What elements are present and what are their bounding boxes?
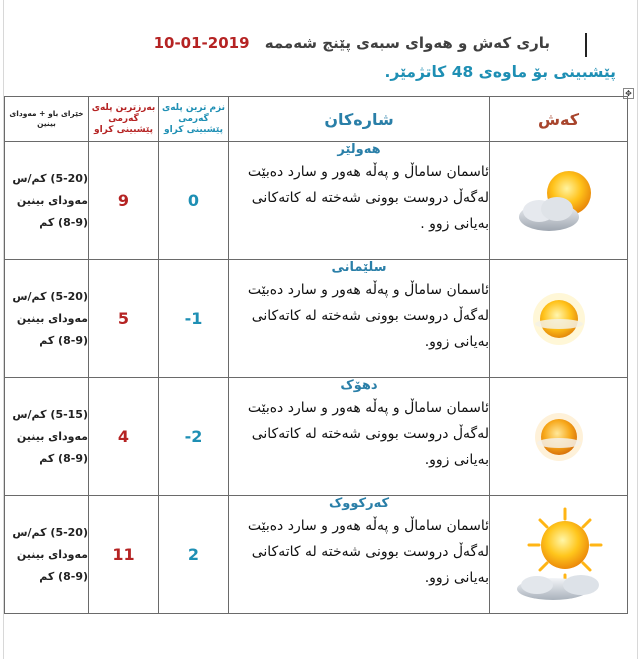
table-move-handle-icon[interactable]: ✥ xyxy=(623,88,634,99)
wind-speed: (5-20) کم/س xyxy=(12,289,88,303)
city-cell xyxy=(229,378,490,496)
max-temp: 5 xyxy=(89,260,159,378)
min-temp: -1 xyxy=(159,260,229,378)
min-temp: -2 xyxy=(159,378,229,496)
wind-cell xyxy=(5,260,89,378)
text-cursor xyxy=(585,33,587,57)
weather-icon-cell xyxy=(490,142,628,260)
wind-speed: (5-20) کم/س xyxy=(12,171,88,185)
visibility-label: مەودای بینین xyxy=(16,193,88,207)
weather-icon-cell xyxy=(490,378,628,496)
header-cities: شارەکان xyxy=(229,97,490,142)
page-title xyxy=(150,34,550,52)
wind-speed: (5-15) کم/س xyxy=(12,407,88,421)
city-cell xyxy=(229,496,490,614)
min-temp: 2 xyxy=(159,496,229,614)
wind-cell xyxy=(5,378,89,496)
hazy-sun-icon xyxy=(519,284,599,354)
header-weather: کەش xyxy=(490,97,628,142)
city-description: ئاسمان ساماڵ و پەڵە هەور و سارد دەبێت لەگەڵ دروست بوونی شەختە لە کاتەکانی بەیانی زوو. xyxy=(247,518,489,586)
visibility-label: مەودای بینین xyxy=(16,547,88,561)
wind-cell xyxy=(5,496,89,614)
city-description: ئاسمان ساماڵ و پەڵە هەور و سارد دەبێت لەگەڵ دروست بوونی شەختە لە کاتەکانی بەیانی زوو. xyxy=(247,282,489,350)
header-wind-visibility: خێرای باو + مەودای بینین xyxy=(5,97,89,142)
city-name: کەرکووک xyxy=(328,496,390,511)
visibility-value: (8-9) کم xyxy=(39,451,88,465)
city-description: ئاسمان ساماڵ و پەڵە هەور و سارد دەبێت لەگەڵ دروست بوونی شەختە لە کاتەکانی بەیانی زوو . xyxy=(247,164,489,232)
visibility-value: (8-9) کم xyxy=(39,215,88,229)
sun-behind-cloud-icon xyxy=(509,161,609,241)
city-cell xyxy=(229,142,490,260)
hazy-sun-icon xyxy=(519,402,599,472)
wind-cell xyxy=(5,142,89,260)
visibility-label: مەودای بینین xyxy=(16,429,88,443)
header-max-temp: بەرزترین پلەی گەرمی پێشبینی کراو xyxy=(89,97,159,142)
forecast-table xyxy=(4,96,628,614)
max-temp: 9 xyxy=(89,142,159,260)
table-row xyxy=(5,378,628,496)
visibility-value: (8-9) کم xyxy=(39,333,88,347)
table-header-row xyxy=(5,97,628,142)
city-name: سلێمانی xyxy=(331,260,387,275)
weather-icon-cell xyxy=(490,260,628,378)
weather-icon-cell xyxy=(490,496,628,614)
page-subtitle: پێشبینی بۆ ماوەی 48 کاتژمێر. xyxy=(384,63,616,81)
table-row xyxy=(5,260,628,378)
table-row xyxy=(5,142,628,260)
max-temp: 4 xyxy=(89,378,159,496)
table-row xyxy=(5,496,628,614)
header-min-temp: نزم ترین پلەی گەرمی پێشبینی کراو xyxy=(159,97,229,142)
page-edge-right xyxy=(637,0,638,659)
city-name: دهۆک xyxy=(340,378,378,393)
city-name: هەولێر xyxy=(337,142,381,157)
bright-sun-cloud-icon xyxy=(507,505,611,605)
min-temp: 0 xyxy=(159,142,229,260)
wind-speed: (5-20) کم/س xyxy=(12,525,88,539)
title-date: 2019-01-10 xyxy=(153,34,250,52)
max-temp: 11 xyxy=(89,496,159,614)
city-description: ئاسمان ساماڵ و پەڵە هەور و سارد دەبێت لەگەڵ دروست بوونی شەختە لە کاتەکانی بەیانی زوو. xyxy=(247,400,489,468)
city-cell xyxy=(229,260,490,378)
visibility-label: مەودای بینین xyxy=(16,311,88,325)
visibility-value: (8-9) کم xyxy=(39,569,88,583)
title-text: باری کەش و هەوای سبەی پێنج شەممە xyxy=(264,34,550,52)
